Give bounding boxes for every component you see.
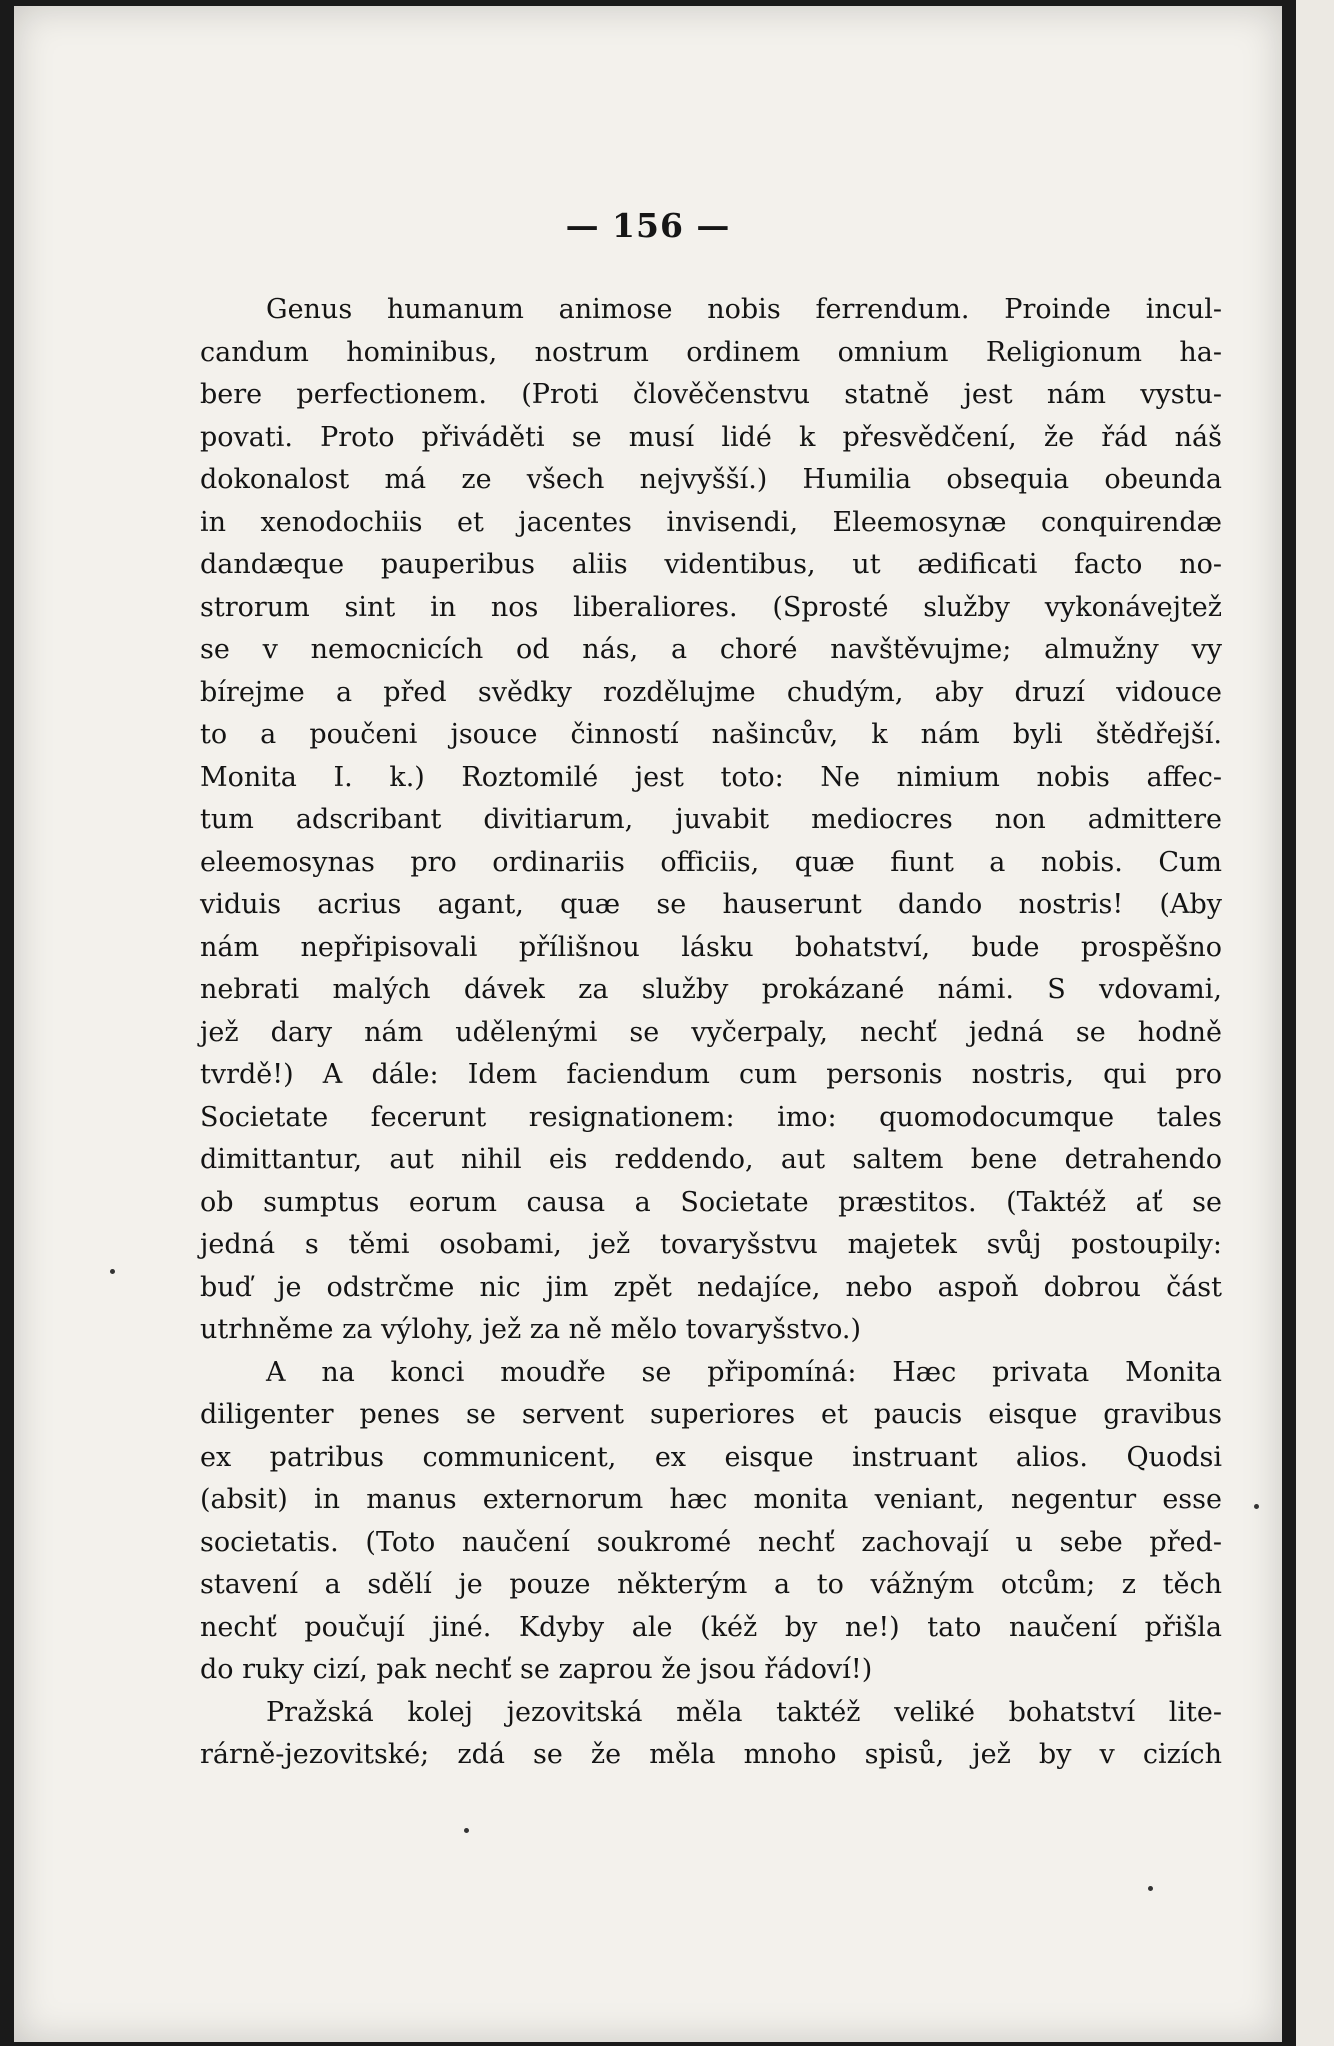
text-line: do ruky cizí, pak nechť se zaprou že jsou řádoví!) (200, 1654, 873, 1685)
text-line: candum hominibus, nostrum ordinem omnium Religionum ha- (200, 336, 1222, 368)
text-line: stavení a sdělí je pouze některým a to vážným otcům; z těch (200, 1569, 1222, 1600)
print-speck (1148, 1886, 1153, 1891)
text-line: nám nepřipisovali přílišnou lásku bohatství, bude prospěšno (200, 931, 1222, 963)
text-line: dokonalost má ze všech nejvyšší.) Humilia obsequia obeunda (200, 464, 1222, 495)
text-line: ex patribus communicent, ex eisque instruant alios. Quodsi (200, 1441, 1222, 1473)
text-line: rárně-jezovitské; zdá se že měla mnoho spisů, jež by v cizích (200, 1739, 1222, 1770)
text-line: nebrati malých dávek za služby prokázané námi. S vdovami, (200, 974, 1222, 1005)
text-line: tvrdě!) A dále: Idem faciendum cum personis nostris, qui pro (200, 1059, 1222, 1090)
text-line: Pražská kolej jezovitská měla taktéž veliké bohatství lite- (266, 1696, 1222, 1728)
text-line: nechť poučují jiné. Kdyby ale (kéž by ne!) tato naučení přišla (200, 1611, 1222, 1643)
text-line: utrhněme za výlohy, jež za ně mělo tovaryšstvo.) (200, 1314, 861, 1345)
text-line: eleemosynas pro ordinariis officiis, quæ fiunt a nobis. Cum (200, 846, 1222, 878)
text-line: jedná s těmi osobami, jež tovaryšstvu majetek svůj postoupily: (200, 1229, 1222, 1260)
text-line: to a poučeni jsouce činností našincův, k nám byli štědřejší. (200, 719, 1222, 750)
print-speck (1254, 1504, 1259, 1509)
text-line: in xenodochiis et jacentes invisendi, Eleemosynæ conquirendæ (200, 506, 1222, 538)
text-line: ob sumptus eorum causa a Societate præstitos. (Taktéž ať se (200, 1186, 1222, 1218)
text-line: Monita I. k.) Roztomilé jest toto: Ne nimium nobis affec- (200, 761, 1222, 793)
text-line: povati. Proto přiváděti se musí lidé k přesvědčení, že řád náš (200, 421, 1222, 453)
text-line: se v nemocnicích od nás, a choré navštěvujme; almužny vy (200, 634, 1222, 665)
text-line: bírejme a před svědky rozdělujme chudým, aby druzí vidouce (200, 676, 1222, 708)
text-line: diligenter penes se servent superiores et paucis eisque gravibus (200, 1399, 1222, 1430)
text-line: strorum sint in nos liberaliores. (Sprosté služby vykonávejtež (200, 591, 1222, 623)
text-line: buď je odstrčme nic jim zpět nedajíce, nebo aspoň dobrou část (200, 1271, 1222, 1303)
book-page (14, 6, 1282, 2042)
text-line: Genus humanum animose nobis ferrendum. Proinde incul- (266, 294, 1222, 325)
text-line: viduis acrius agant, quæ se hauserunt dando nostris! (Aby (200, 889, 1222, 920)
text-line: tum adscribant divitiarum, juvabit mediocres non admittere (200, 804, 1222, 835)
text-line: dimittantur, aut nihil eis reddendo, aut saltem bene detrahendo (200, 1144, 1222, 1175)
adjacent-page-edge (1296, 0, 1334, 2046)
text-line: bere perfectionem. (Proti člověčenstvu statně jest nám vystu- (200, 379, 1222, 410)
text-line: A na konci moudře se připomíná: Hæc privata Monita (266, 1356, 1222, 1388)
text-line: jež dary nám udělenými se vyčerpaly, nechť jedná se hodně (200, 1016, 1222, 1048)
print-speck (110, 1269, 115, 1274)
text-line: (absit) in manus externorum hæc monita veniant, negentur esse (200, 1484, 1222, 1515)
text-line: Societate fecerunt resignationem: imo: quomodocumque tales (200, 1101, 1222, 1133)
page-number: — 156 — (565, 206, 731, 245)
body-text (200, 289, 1222, 1777)
text-line: dandæque pauperibus aliis videntibus, ut ædificati facto no- (200, 549, 1222, 580)
text-line: societatis. (Toto naučení soukromé nechť zachovají u sebe před- (200, 1526, 1222, 1558)
print-speck (464, 1828, 469, 1833)
